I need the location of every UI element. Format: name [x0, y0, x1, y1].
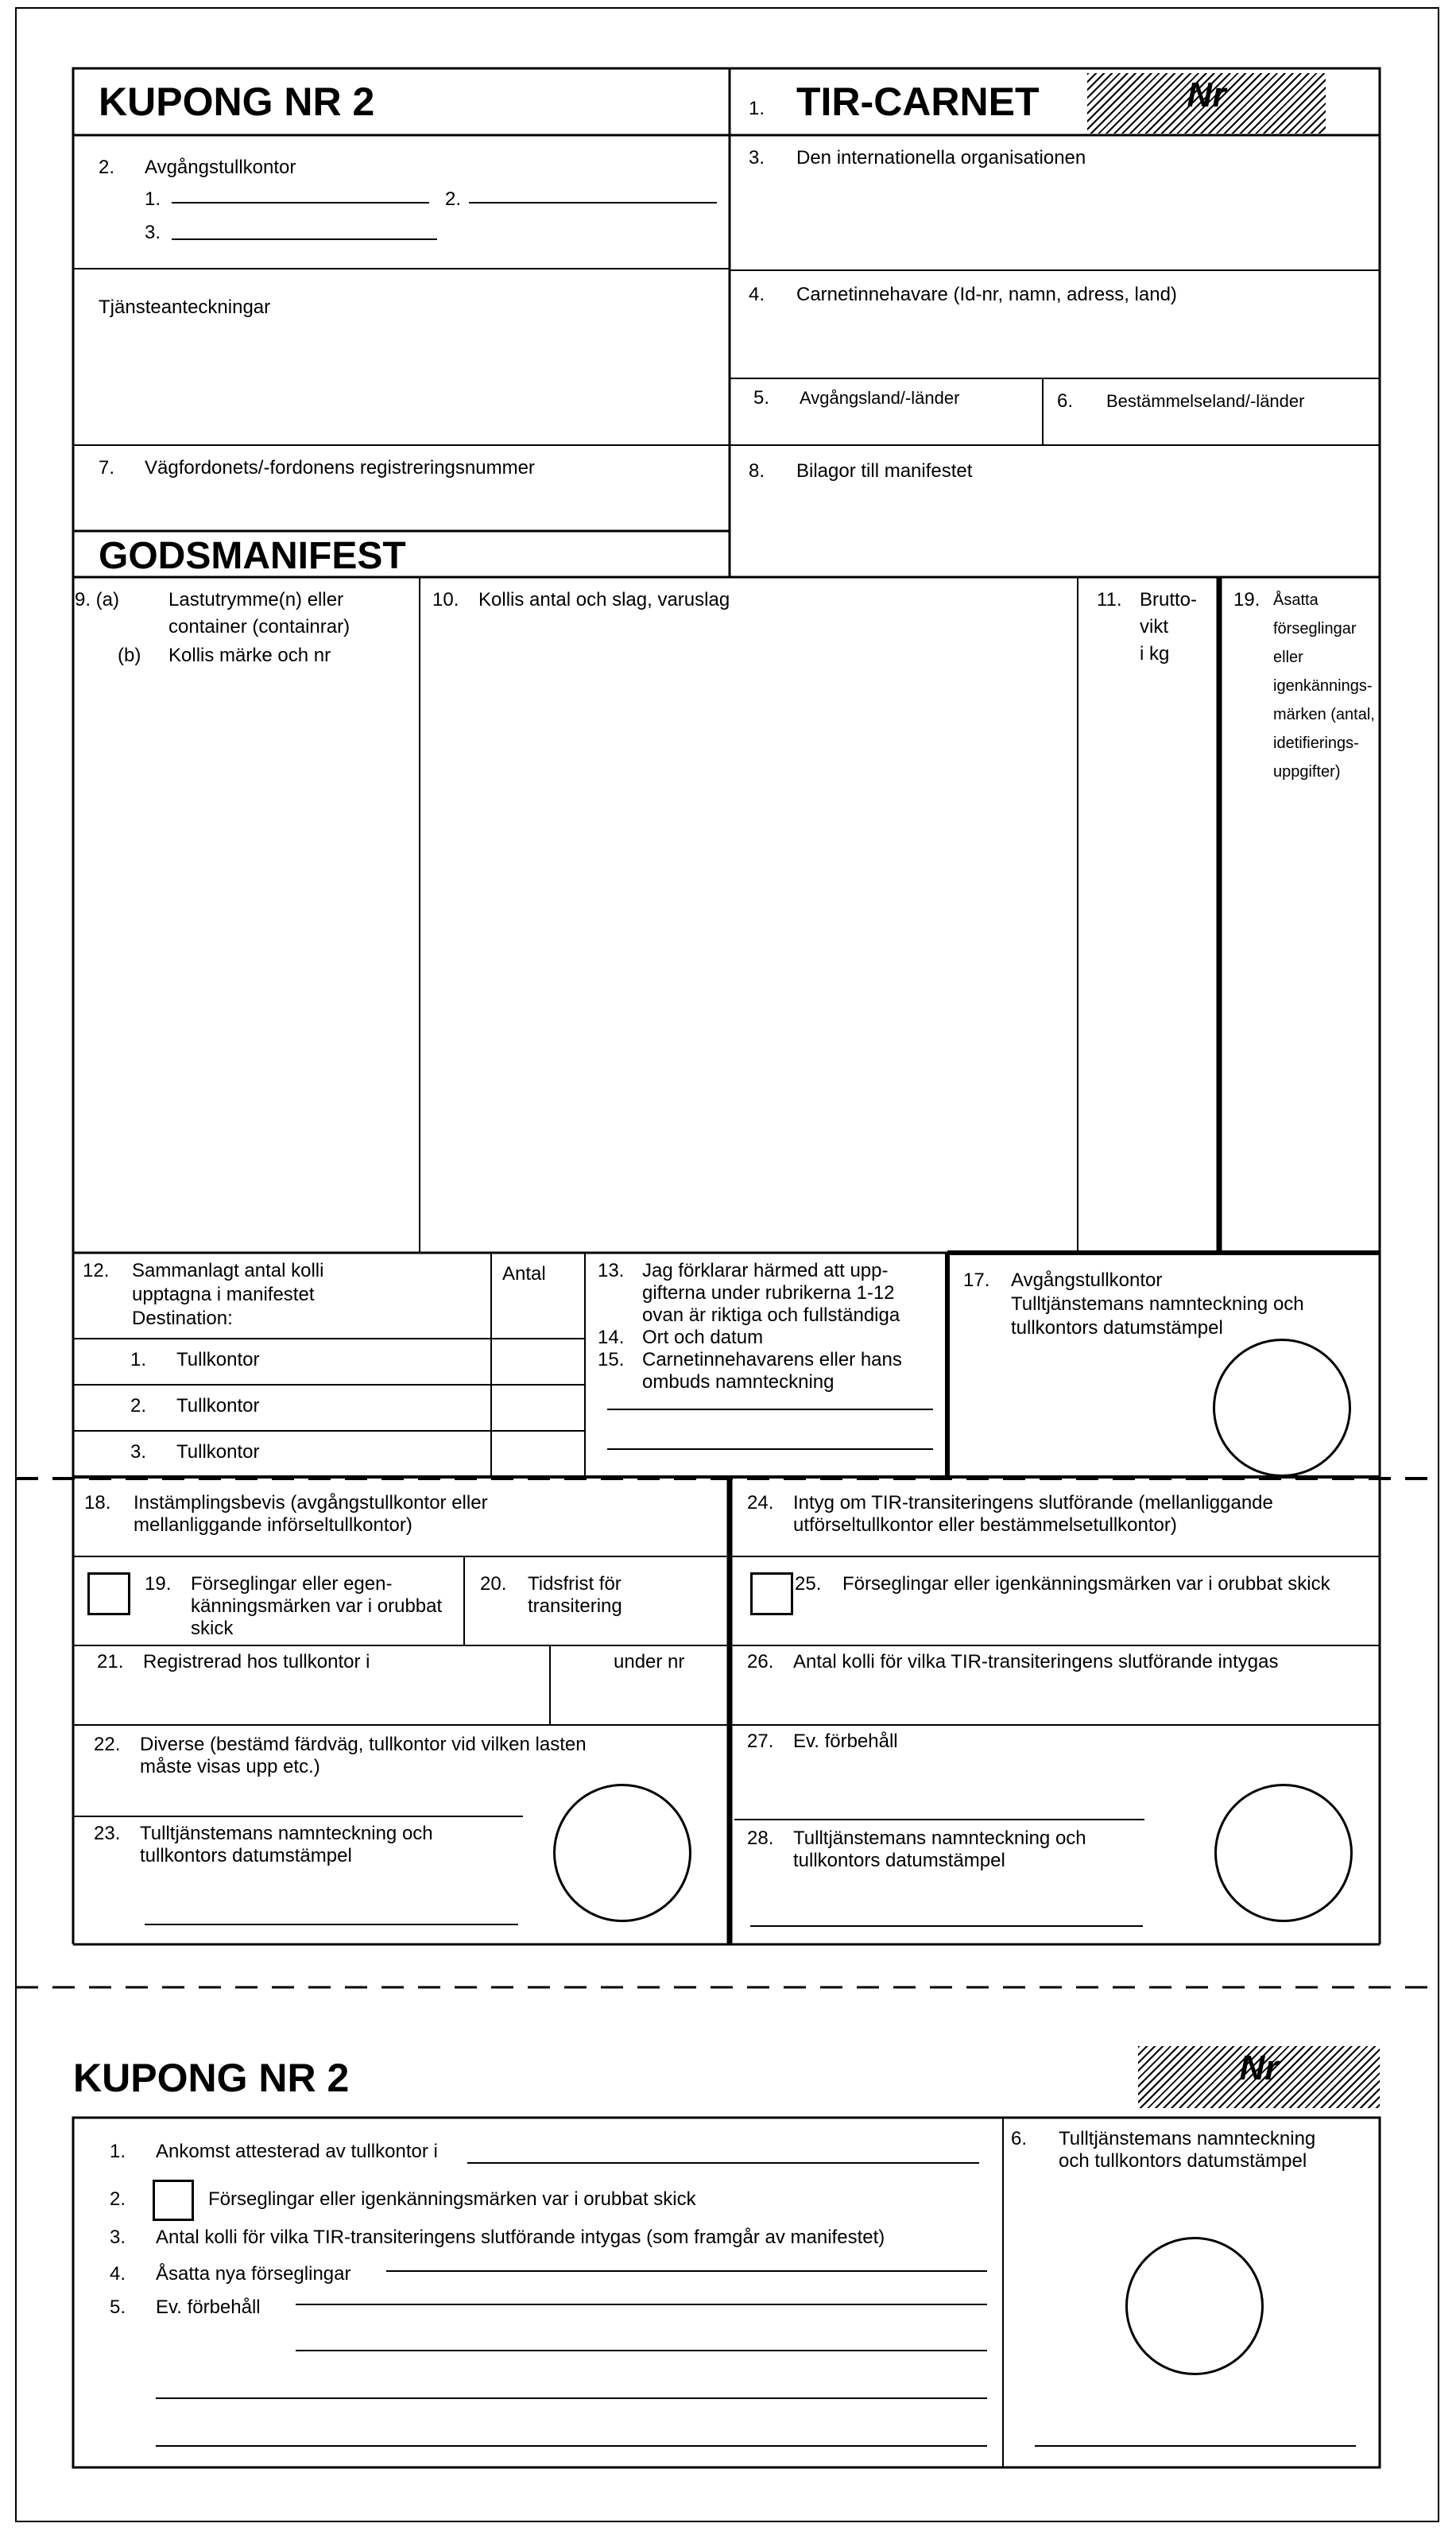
stub-item4-number: 4. — [110, 2263, 126, 2285]
field-12-line3: Destination: — [132, 1308, 233, 1329]
field-26-number: 26. — [747, 1651, 774, 1672]
field-12-line2: upptagna i manifestet — [132, 1284, 315, 1305]
field-22-number: 22. — [94, 1734, 121, 1755]
stub-item3-number: 3. — [110, 2227, 126, 2248]
field-2-label: Avgångstullkontor — [145, 157, 296, 178]
field-15-line1: Carnetinnehavarens eller hans — [642, 1349, 902, 1370]
field-19-line4: igenkännings- — [1273, 677, 1373, 695]
field-14-number: 14. — [598, 1327, 625, 1348]
field-5-number: 5. — [753, 387, 770, 409]
stub-item4-line[interactable] — [386, 2270, 987, 2272]
official-notes-label: Tjänsteanteckningar — [99, 297, 271, 318]
field-28-number: 28. — [747, 1828, 774, 1849]
field-17-line3: tullkontors datumstämpel — [1011, 1317, 1223, 1339]
field-5-label: Avgångsland/-länder — [800, 388, 960, 408]
field-17-line2: Tulltjänstemans namnteckning och — [1011, 1293, 1304, 1315]
field-20-line2: transitering — [528, 1595, 622, 1617]
field-19-line7: uppgifter) — [1273, 763, 1341, 781]
stub-item5-label: Ev. förbehåll — [156, 2297, 261, 2318]
field-2-sub1: 1. — [145, 188, 161, 210]
field-4-number: 4. — [749, 284, 765, 305]
stub-stamp-circle[interactable] — [1125, 2237, 1264, 2375]
field-9a-line1: Lastutrymme(n) eller — [168, 589, 344, 610]
under-nr-label: under nr — [614, 1651, 685, 1672]
field-3-label: Den internationella organisationen — [796, 147, 1086, 169]
field-17-line1: Avgångstullkontor — [1011, 1269, 1163, 1291]
field-9b-label: Kollis märke och nr — [168, 645, 331, 666]
field-18-number: 18. — [84, 1492, 111, 1514]
field-2-line3[interactable] — [172, 238, 437, 240]
stub-title: KUPONG NR 2 — [73, 2056, 350, 2100]
field-2-line1[interactable] — [172, 202, 429, 203]
nr-label: Nr — [1187, 76, 1226, 114]
stub-item5-line3[interactable] — [156, 2397, 987, 2399]
field-25-checkbox[interactable] — [750, 1572, 793, 1615]
field-12-line1: Sammanlagt antal kolli — [132, 1260, 324, 1281]
field-9a-number: 9. (a) — [75, 589, 120, 610]
field-24-line1: Intyg om TIR-transiteringens slutförande (mellanliggande — [793, 1492, 1273, 1514]
stamp-circle-28[interactable] — [1214, 1784, 1353, 1922]
field-15-number: 15. — [598, 1349, 625, 1370]
stamp-circle-23[interactable] — [553, 1784, 691, 1922]
field-8-number: 8. — [749, 460, 765, 482]
summary-row2-label: Tullkontor — [176, 1395, 260, 1417]
stub-field-6-line2: och tullkontors datumstämpel — [1059, 2150, 1307, 2172]
field-19-line6: idetifierings- — [1273, 734, 1359, 752]
field-19-seal-number: 19. — [145, 1573, 172, 1595]
field-19-line3: eller — [1273, 649, 1303, 666]
field-6-label: Bestämmelseland/-länder — [1106, 391, 1305, 411]
field-26-label: Antal kolli för vilka TIR-transiteringens slutförande intygas — [793, 1651, 1279, 1672]
antal-label: Antal — [502, 1263, 546, 1285]
stub-nr-label: Nr — [1239, 2048, 1279, 2087]
field-25-label: Förseglingar eller igenkänningsmärken var i orubbat skick — [842, 1573, 1330, 1595]
stub-item3-label: Antal kolli för vilka TIR-transiteringens slutförande intygas (som framgår av manifestet) — [156, 2227, 885, 2248]
field-19-seal-line2: känningsmärken var i orubbat — [191, 1595, 443, 1617]
summary-row1-number: 1. — [130, 1349, 147, 1370]
field-15-signature-line2[interactable] — [607, 1448, 933, 1450]
field-2-sub3: 3. — [145, 222, 161, 243]
field-27-number: 27. — [747, 1731, 774, 1752]
summary-row3-label: Tullkontor — [176, 1441, 260, 1463]
field-25-number: 25. — [795, 1573, 822, 1595]
stub-number-field[interactable] — [1138, 2046, 1380, 2108]
field-20-number: 20. — [480, 1573, 507, 1595]
field-23-number: 23. — [94, 1823, 121, 1844]
field-7-number: 7. — [99, 457, 115, 479]
field-28-signature-line[interactable] — [750, 1925, 1143, 1927]
field-13-line3: ovan är riktiga och fullständiga — [642, 1304, 900, 1326]
field-10-label: Kollis antal och slag, varuslag — [478, 589, 730, 610]
field-27-label: Ev. förbehåll — [793, 1731, 898, 1752]
field-1-number: 1. — [749, 98, 765, 119]
field-19-number: 19. — [1233, 589, 1260, 610]
field-27-line[interactable] — [734, 1819, 1144, 1820]
stub-item5-number: 5. — [110, 2297, 126, 2318]
field-3-number: 3. — [749, 147, 765, 169]
stub-item2-number: 2. — [110, 2188, 126, 2210]
carnet-title: TIR-CARNET — [796, 79, 1040, 124]
field-15-signature-line1[interactable] — [607, 1409, 933, 1410]
field-19-line1: Åsatta — [1273, 591, 1319, 609]
manifest-title: GODSMANIFEST — [99, 535, 406, 577]
stub-item5-line4[interactable] — [156, 2445, 987, 2447]
stub-item2-label: Förseglingar eller igenkänningsmärken var i orubbat skick — [208, 2188, 696, 2210]
stub-item5-line2[interactable] — [296, 2350, 987, 2351]
field-21-label: Registrerad hos tullkontor i — [143, 1651, 370, 1672]
field-4-label: Carnetinnehavare (Id-nr, namn, adress, land) — [796, 284, 1177, 305]
field-10-number: 10. — [432, 589, 459, 610]
field-23-line1: Tulltjänstemans namnteckning och — [140, 1823, 433, 1844]
field-8-label: Bilagor till manifestet — [796, 460, 973, 482]
field-9b-number: (b) — [118, 645, 141, 666]
field-19-seal-line1: Förseglingar eller egen- — [191, 1573, 393, 1595]
field-21-number: 21. — [97, 1651, 124, 1672]
field-13-line2: gifterna under rubrikerna 1-12 — [642, 1282, 895, 1304]
field-2-number: 2. — [99, 157, 115, 178]
stub-signature-line[interactable] — [1035, 2445, 1356, 2447]
field-23-line2: tullkontors datumstämpel — [140, 1845, 352, 1866]
field-24-line2: utförseltullkontor eller bestämmelsetullkontor) — [793, 1514, 1177, 1536]
stub-item5-line1[interactable] — [296, 2304, 987, 2305]
field-2-sub2: 2. — [445, 188, 462, 210]
field-28-line2: tullkontors datumstämpel — [793, 1850, 1005, 1871]
stub-item1-label: Ankomst attesterad av tullkontor i — [156, 2141, 438, 2162]
field-24-number: 24. — [747, 1492, 774, 1514]
stub-item2-checkbox[interactable] — [153, 2180, 194, 2221]
field-22-line1: Diverse (bestämd färdväg, tullkontor vid vilken lasten — [140, 1734, 587, 1755]
field-28-line1: Tulltjänstemans namnteckning och — [793, 1828, 1086, 1849]
summary-row2-number: 2. — [130, 1395, 147, 1417]
field-19-line2: förseglingar — [1273, 620, 1357, 638]
field-11-line2: vikt — [1140, 616, 1168, 638]
field-22-line[interactable] — [73, 1816, 523, 1817]
field-23-signature-line[interactable] — [145, 1924, 518, 1925]
field-14-label: Ort och datum — [642, 1327, 764, 1348]
stamp-circle-17[interactable] — [1213, 1339, 1351, 1477]
carnet-number-field[interactable] — [1087, 73, 1326, 134]
field-2-line2[interactable] — [469, 202, 717, 203]
coupon-title: KUPONG NR 2 — [99, 79, 375, 124]
field-19-line5: märken (antal, — [1273, 706, 1375, 723]
field-13-number: 13. — [598, 1260, 625, 1281]
field-19-seal-line3: skick — [191, 1618, 234, 1639]
summary-row3-number: 3. — [130, 1441, 147, 1463]
stub-item4-label: Åsatta nya förseglingar — [156, 2263, 351, 2285]
summary-row1-label: Tullkontor — [176, 1349, 260, 1370]
field-22-line2: måste visas upp etc.) — [140, 1756, 320, 1777]
field-7-label: Vägfordonets/-fordonens registreringsnummer — [145, 457, 535, 479]
field-11-line3: i kg — [1140, 643, 1170, 665]
stub-item1-number: 1. — [110, 2141, 126, 2162]
field-18-line1: Instämplingsbevis (avgångstullkontor eller — [134, 1492, 488, 1514]
field-6-number: 6. — [1057, 390, 1074, 412]
field-20-line1: Tidsfrist för — [528, 1573, 622, 1595]
field-15-line2: ombuds namnteckning — [642, 1371, 834, 1393]
field-13-line1: Jag förklarar härmed att upp- — [642, 1260, 889, 1281]
field-11-number: 11. — [1097, 589, 1122, 610]
field-19-checkbox[interactable] — [87, 1572, 130, 1615]
stub-field-6-line1: Tulltjänstemans namnteckning — [1059, 2128, 1316, 2149]
field-18-line2: mellanliggande införseltullkontor) — [134, 1514, 412, 1536]
stub-field-6-number: 6. — [1011, 2128, 1028, 2149]
field-9a-line2: container (containrar) — [168, 616, 350, 638]
field-11-line1: Brutto- — [1140, 589, 1198, 610]
stub-item1-line[interactable] — [467, 2162, 979, 2164]
field-17-number: 17. — [963, 1269, 990, 1291]
field-12-number: 12. — [83, 1260, 110, 1281]
